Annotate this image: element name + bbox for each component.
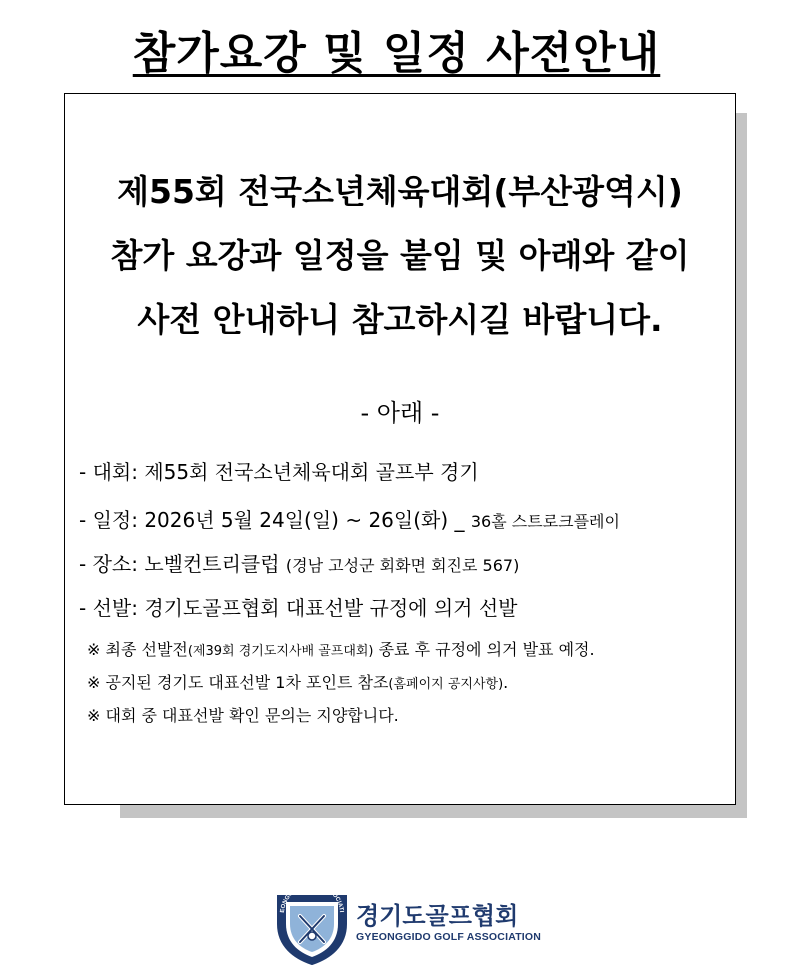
detail-event-value: 제55회 전국소년체육대회 골프부 경기 bbox=[144, 460, 479, 484]
association-logo bbox=[272, 890, 552, 966]
note-1-after: 종료 후 규정에 의거 발표 예정. bbox=[373, 640, 595, 659]
detail-selection-value: 경기도골프협회 대표선발 규정에 의거 선발 bbox=[144, 596, 518, 620]
note-1 bbox=[87, 639, 595, 663]
emblem-text: EONGGI SOCIATI bbox=[279, 890, 344, 914]
detail-venue bbox=[79, 551, 519, 579]
detail-selection-label: - 선발: bbox=[79, 596, 145, 620]
headline-line-2: 참가 요강과 일정을 붙임 및 아래와 같이 bbox=[110, 236, 690, 275]
detail-venue-value: 노벨컨트리클럽 bbox=[144, 552, 286, 576]
detail-schedule-value: 2026년 5월 24일(일) ~ 26일(화) _ bbox=[144, 508, 471, 532]
detail-selection bbox=[79, 595, 518, 621]
notice-label: - 아래 - bbox=[360, 399, 440, 427]
detail-schedule-label: - 일정: bbox=[79, 508, 145, 532]
note-1-small: (제39회 경기도지사배 골프대회) bbox=[187, 644, 374, 659]
headline-line-3: 사전 안내하니 참고하시길 바랍니다. bbox=[137, 300, 663, 339]
detail-venue-extra: (경남 고성군 회화면 회진로 567) bbox=[285, 556, 520, 575]
detail-schedule bbox=[79, 507, 620, 535]
detail-event-label: - 대회: bbox=[79, 460, 145, 484]
page-title bbox=[0, 26, 793, 82]
note-2-small: (홈페이지 공지사항) bbox=[388, 677, 504, 692]
note-2 bbox=[87, 672, 508, 696]
detail-venue-label: - 장소: bbox=[79, 552, 145, 576]
logo-text bbox=[356, 902, 541, 944]
note-2-after: . bbox=[503, 673, 509, 692]
headline-line-1: 제55회 전국소년체육대회(부산광역시) bbox=[117, 172, 683, 211]
detail-event bbox=[79, 459, 479, 485]
logo-name: 경기도골프협회 bbox=[356, 902, 519, 930]
golf-association-emblem-icon bbox=[272, 890, 352, 966]
note-1-before: ※ 최종 선발전 bbox=[87, 640, 188, 659]
note-3-before: ※ 대회 중 대표선발 확인 문의는 지양합니다. bbox=[87, 706, 399, 725]
detail-schedule-extra: 36홀 스트로크플레이 bbox=[470, 512, 620, 531]
note-3 bbox=[87, 705, 399, 727]
notice-box bbox=[64, 93, 736, 805]
note-2-before: ※ 공지된 경기도 대표선발 1차 포인트 참조 bbox=[87, 673, 389, 692]
logo-subtitle: GYEONGGIDO GOLF ASSOCIATION bbox=[356, 931, 542, 943]
page-title-text: 참가요강 및 일정 사전안내 bbox=[132, 28, 661, 79]
